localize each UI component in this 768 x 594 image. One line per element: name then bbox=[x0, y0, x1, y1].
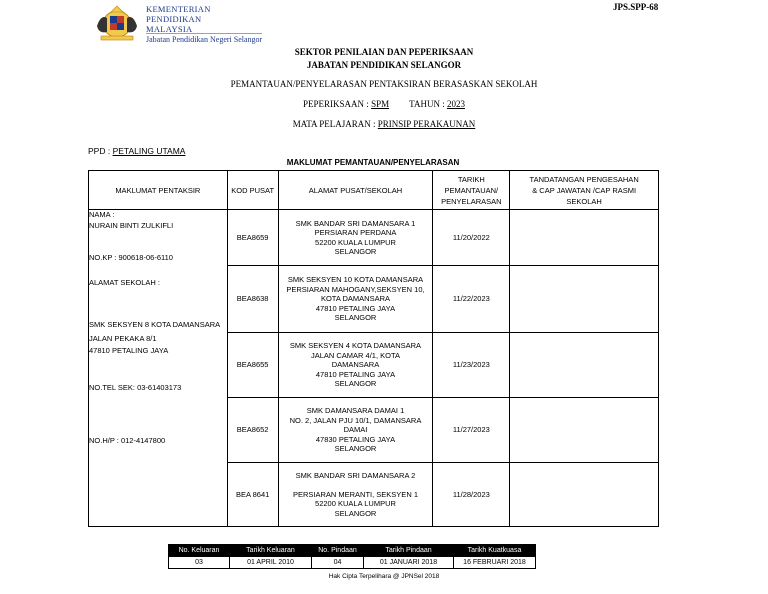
title-monitoring: PEMANTAUAN/PENYELARASAN PENTAKSIRAN BERASASKAN SEKOLAH bbox=[230, 79, 538, 89]
ministry-subtitle: Jabatan Pendidikan Negeri Selangor bbox=[146, 35, 263, 44]
monitoring-table bbox=[88, 170, 659, 527]
ppd-label: PPD : bbox=[88, 146, 113, 156]
ministry-name bbox=[146, 4, 211, 34]
table-title: MAKLUMAT PEMANTAUAN/PENYELARASAN bbox=[286, 158, 460, 167]
center-address: SMK SEKSYEN 10 KOTA DAMANSARA PERSIARAN MAHOGANY,SEKSYEN 10, KOTA DAMANSARA 47810 PETALING JAYA SELANGOR bbox=[278, 266, 433, 333]
ministry-line-3: MALAYSIA bbox=[146, 24, 193, 34]
hdr-effective-date: Tarikh Kuatkuasa bbox=[454, 545, 536, 557]
monitoring-date: 11/28/2023 bbox=[433, 463, 510, 527]
header-assessor: MAKLUMAT PENTAKSIR bbox=[89, 171, 228, 210]
assessor-name-label: NAMA : bbox=[89, 210, 115, 219]
subject-line bbox=[0, 119, 768, 129]
subject-value: PRINSIP PERAKAUNAN bbox=[377, 119, 476, 129]
school-tel: NO.TEL SEK: 03-61403173 bbox=[89, 383, 182, 392]
assessor-hp: NO.H/P : 012-4147800 bbox=[89, 436, 166, 445]
table-row bbox=[89, 210, 659, 266]
center-address: SMK BANDAR SRI DAMANSARA 2 PERSIARAN MERANTI, SEKSYEN 1 52200 KUALA LUMPUR SELANGOR bbox=[278, 463, 433, 527]
center-address: SMK BANDAR SRI DAMANSARA 1 PERSIARAN PERDANA 52200 KUALA LUMPUR SELANGOR bbox=[278, 210, 433, 266]
hdr-amend-date: Tarikh Pindaan bbox=[364, 545, 454, 557]
signature-cell bbox=[510, 210, 659, 266]
table-header-row bbox=[89, 171, 659, 210]
year-label: TAHUN : bbox=[409, 99, 447, 109]
center-code: BEA8659 bbox=[227, 210, 278, 266]
school-address-1: SMK SEKSYEN 8 KOTA DAMANSARA bbox=[89, 320, 221, 329]
amend-date: 01 JANUARI 2018 bbox=[364, 557, 454, 569]
issue-no: 03 bbox=[169, 557, 230, 569]
center-code: BEA8638 bbox=[227, 266, 278, 333]
exam-label: PEPERIKSAAN : bbox=[303, 99, 372, 109]
exam-value: SPM bbox=[371, 99, 390, 109]
hdr-issue-date: Tarikh Keluaran bbox=[230, 545, 312, 557]
center-address: SMK SEKSYEN 4 KOTA DAMANSARA JALAN CAMAR 4/1, KOTA DAMANSARA 47810 PETALING JAYA SELANGOR bbox=[278, 333, 433, 398]
amend-no: 04 bbox=[312, 557, 364, 569]
ministry-line-1: KEMENTERIAN bbox=[146, 4, 211, 14]
subject-label: MATA PELAJARAN : bbox=[292, 119, 378, 129]
signature-cell bbox=[510, 333, 659, 398]
revision-value-row bbox=[169, 557, 536, 569]
exam-line bbox=[0, 99, 768, 109]
ppd-line bbox=[88, 146, 185, 156]
signature-cell bbox=[510, 398, 659, 463]
monitoring-date: 11/23/2023 bbox=[433, 333, 510, 398]
monitoring-date: 11/22/2023 bbox=[433, 266, 510, 333]
center-code: BEA 8641 bbox=[227, 463, 278, 527]
school-address-2: JALAN PEKAKA 8/1 bbox=[89, 334, 157, 343]
assessor-name: NURAIN BINTI ZULKIFLI bbox=[89, 221, 174, 230]
school-address-3: 47810 PETALING JAYA bbox=[89, 346, 169, 355]
copyright: Hak Cipta Terpelihara @ JPNSel 2018 bbox=[328, 573, 440, 580]
document-code: JPS.SPP-68 bbox=[613, 2, 659, 12]
ppd-value: PETALING UTAMA bbox=[112, 146, 186, 156]
center-code: BEA8655 bbox=[227, 333, 278, 398]
school-address-label: ALAMAT SEKOLAH : bbox=[89, 278, 160, 287]
ministry-crest-logo bbox=[93, 4, 141, 42]
header-center-code: KOD PUSAT bbox=[227, 171, 278, 210]
monitoring-date: 11/20/2022 bbox=[433, 210, 510, 266]
center-address: SMK DAMANSARA DAMAI 1 NO. 2, JALAN PJU 10/1, DAMANSARA DAMAI 47830 PETALING JAYA SELANGOR bbox=[278, 398, 433, 463]
monitoring-date: 11/27/2023 bbox=[433, 398, 510, 463]
title-department: JABATAN PENDIDIKAN SELANGOR bbox=[306, 60, 462, 70]
header-signature: TANDATANGAN PENGESAHAN & CAP JAWATAN /CAP RASMI SEKOLAH bbox=[510, 171, 659, 210]
header-date: TARIKH PEMANTAUAN/ PENYELARASAN bbox=[433, 171, 510, 210]
issue-date: 01 APRIL 2010 bbox=[230, 557, 312, 569]
assessor-kp: NO.KP : 900618-06-6110 bbox=[89, 253, 173, 262]
revision-header-row bbox=[169, 545, 536, 557]
center-code: BEA8652 bbox=[227, 398, 278, 463]
ministry-line-2: PENDIDIKAN bbox=[146, 14, 202, 24]
year-value: 2023 bbox=[446, 99, 465, 109]
title-sector: SEKTOR PENILAIAN DAN PEPERIKSAAN bbox=[294, 47, 474, 57]
header-address: ALAMAT PUSAT/SEKOLAH bbox=[278, 171, 433, 210]
hdr-issue-no: No. Keluaran bbox=[169, 545, 230, 557]
effective-date: 16 FEBRUARI 2018 bbox=[454, 557, 536, 569]
signature-cell bbox=[510, 463, 659, 527]
signature-cell bbox=[510, 266, 659, 333]
revision-table bbox=[168, 544, 536, 569]
hdr-amend-no: No. Pindaan bbox=[312, 545, 364, 557]
